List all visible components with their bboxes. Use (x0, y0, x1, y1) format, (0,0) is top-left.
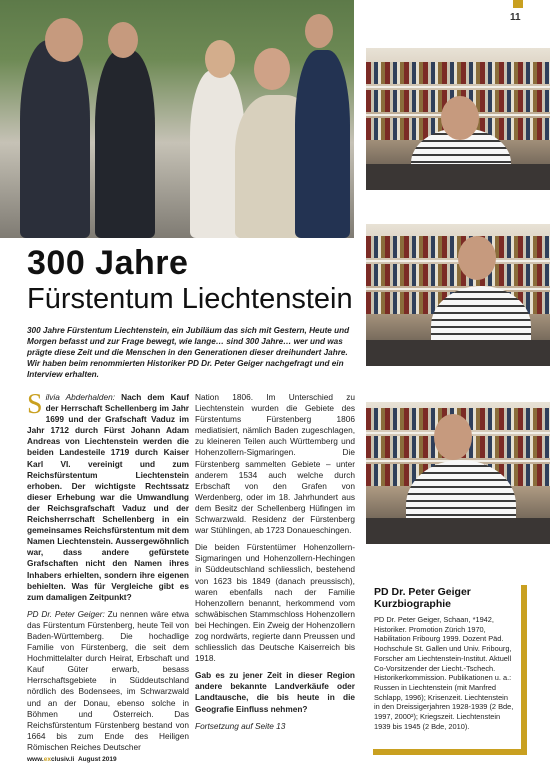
footer-brand-accent: ex (43, 756, 51, 763)
footer-brand: clusiv.li (50, 756, 75, 763)
page-number: 11 (510, 12, 521, 23)
footer-url-prefix: www. (27, 756, 44, 763)
page-footer (27, 756, 117, 763)
drop-cap: S (27, 389, 43, 420)
article-title: 300 Jahre (27, 244, 189, 282)
question-2: Gab es zu jener Zeit in dieser Region andere bekannte Landverkäufe oder Landtausche, die bis heute in die Geografie Einfluss nehmen? (195, 670, 355, 714)
article-lead: 300 Jahre Fürstentum Liechtenstein, ein Jubiläum das sich mit Gestern, Heute und Morgen befasst und zur Frage bewegt, wie lange… sind 300 Jahre… wer und was prägte diese Zeit und die Menschen in den Generationen dieser dreihundert Jahre. Wir haben beim renommierten Historiker PD Dr. Peter Geiger nachgefragt und ein Interview erhalten. (27, 326, 350, 379)
article-subtitle: Fürstentum Liechtenstein (27, 283, 353, 315)
side-photo-2 (366, 224, 550, 366)
speaker-label: PD Dr. Peter Geiger: (27, 608, 105, 619)
continued-note: Fortsetzung auf Seite 13 (195, 720, 286, 731)
bio-box (367, 579, 521, 749)
hero-photo (0, 0, 354, 238)
footer-issue: August 2019 (77, 756, 117, 763)
page-accent-bar (513, 0, 523, 8)
bio-heading (374, 586, 514, 610)
text-column-2 (195, 392, 355, 738)
answer-1-cont: Nation 1806. Im Unterschied zu Liechtenstein wurden die Gebiete des Fürstentums Fürstenberg 1806 mediatisiert, nämlich Baden zugeschlagen, zu kleineren Teilen auch Württemberg und Hohenzollern-Sigmaringen. Die Fürstenberg sammelten Gebiete – unter anderem 1534 auch welche durch Erbschaft von den Grafen von Werdenberg, oder im 18. Jahrhundert aus dem Besitz der Schellenberg Hüfingen im Schwarzwald. Residenz der Fürstenberg war Stühlingen, ab 1723 Donaueschingen. (195, 392, 355, 536)
bio-text: PD Dr. Peter Geiger, Schaan, *1942, Historiker. Promotion Zürich 1970, Habilitation Fribourg 1999. Dozent Päd. Hochschule St. Gallen und Univ. Fribourg, Forscher am Liechtenstein-Institut. Aktuell Co-Vorsitzender der Liecht.-Tschech. Historikerkommission. Publikationen u. a.: Russen in Liechtenstein (mit Manfred Schlapp, 1996); Krisenzeit. Liechtenstein in den Dreissigerjahren 1928-1939 (2 Bde, 1997, 2000²); Kriegszeit. Liechtenstein 1939 bis 1945 (2 Bde, 2010). (374, 615, 514, 731)
bio-heading-label: Kurzbiographie (374, 598, 452, 610)
text-column-1 (27, 389, 189, 759)
question-1: Nach dem Kauf der Herrschaft Schellenberg im Jahr 1699 und der Grafschaft Vaduz im Jahr 1712 durch Fürst Johann Adam Andreas von Liechtenstein werden die beiden Landesteile 1719 durch Kaiser Karl VI. vereinigt und zum Reichsfürstentum Liechtenstein erhoben. Der wichtigste Rechtssatz dieser Erhebung war die Umwandlung der Reichsgrafschaft Vaduz und der Reichsherrschaft Schellenberg in ein gemeinsames Reichsfürstentum mit dem Namen Liechtenstein. Aussergewöhnlich war, dass andere gefürstete Grafschaften nicht den Namen ihres Inhabers erhielten, sondern ihre eigenen behielten. Was für Vergleiche gibt es zum damaligen Zeitpunkt? (27, 392, 189, 602)
side-photo-3 (366, 402, 550, 544)
byline: ilvia Abderhalden: (45, 392, 115, 402)
answer-1: Zu nennen wäre etwa das Fürstentum Fürstenberg, heute Teil von Baden-Württemberg. Die hochadlige Familie von Fürstenberg, die seit dem Hochmittelalter durch Heirat, Erbschaft und Kauf Güter erwarb, besass Herrschaftsgebiete in Süddeutschland nördlich des Bodensees, im Schwarzwald und an der Donau, ebenso solche in Böhmen und Österreich. Das Reichsfürstentum Fürstenberg bestand von 1664 bis zum Ende des Heiligen Römischen Reiches Deutscher (27, 608, 189, 752)
bio-heading-name: PD Dr. Peter Geiger (374, 586, 471, 598)
answer-1-para2: Die beiden Fürstentümer Hohenzollern-Sigmaringen und Hohenzollern-Hechingen in Süddeutschland schliesslich, bestehend von 1623 bis 1849 (danach preussisch), waren ebenfalls nach der Familie Hohenzollern benannt, herkommend vom schwäbischen Stammschloss Hohenzollern bei Hechingen. Ein Zweig der Hohenzollern zog nordwärts, regierte dann Preussen und schliesslich das Deutsche Kaiserreich bis 1918. (195, 542, 355, 664)
side-photo-1 (366, 48, 550, 190)
